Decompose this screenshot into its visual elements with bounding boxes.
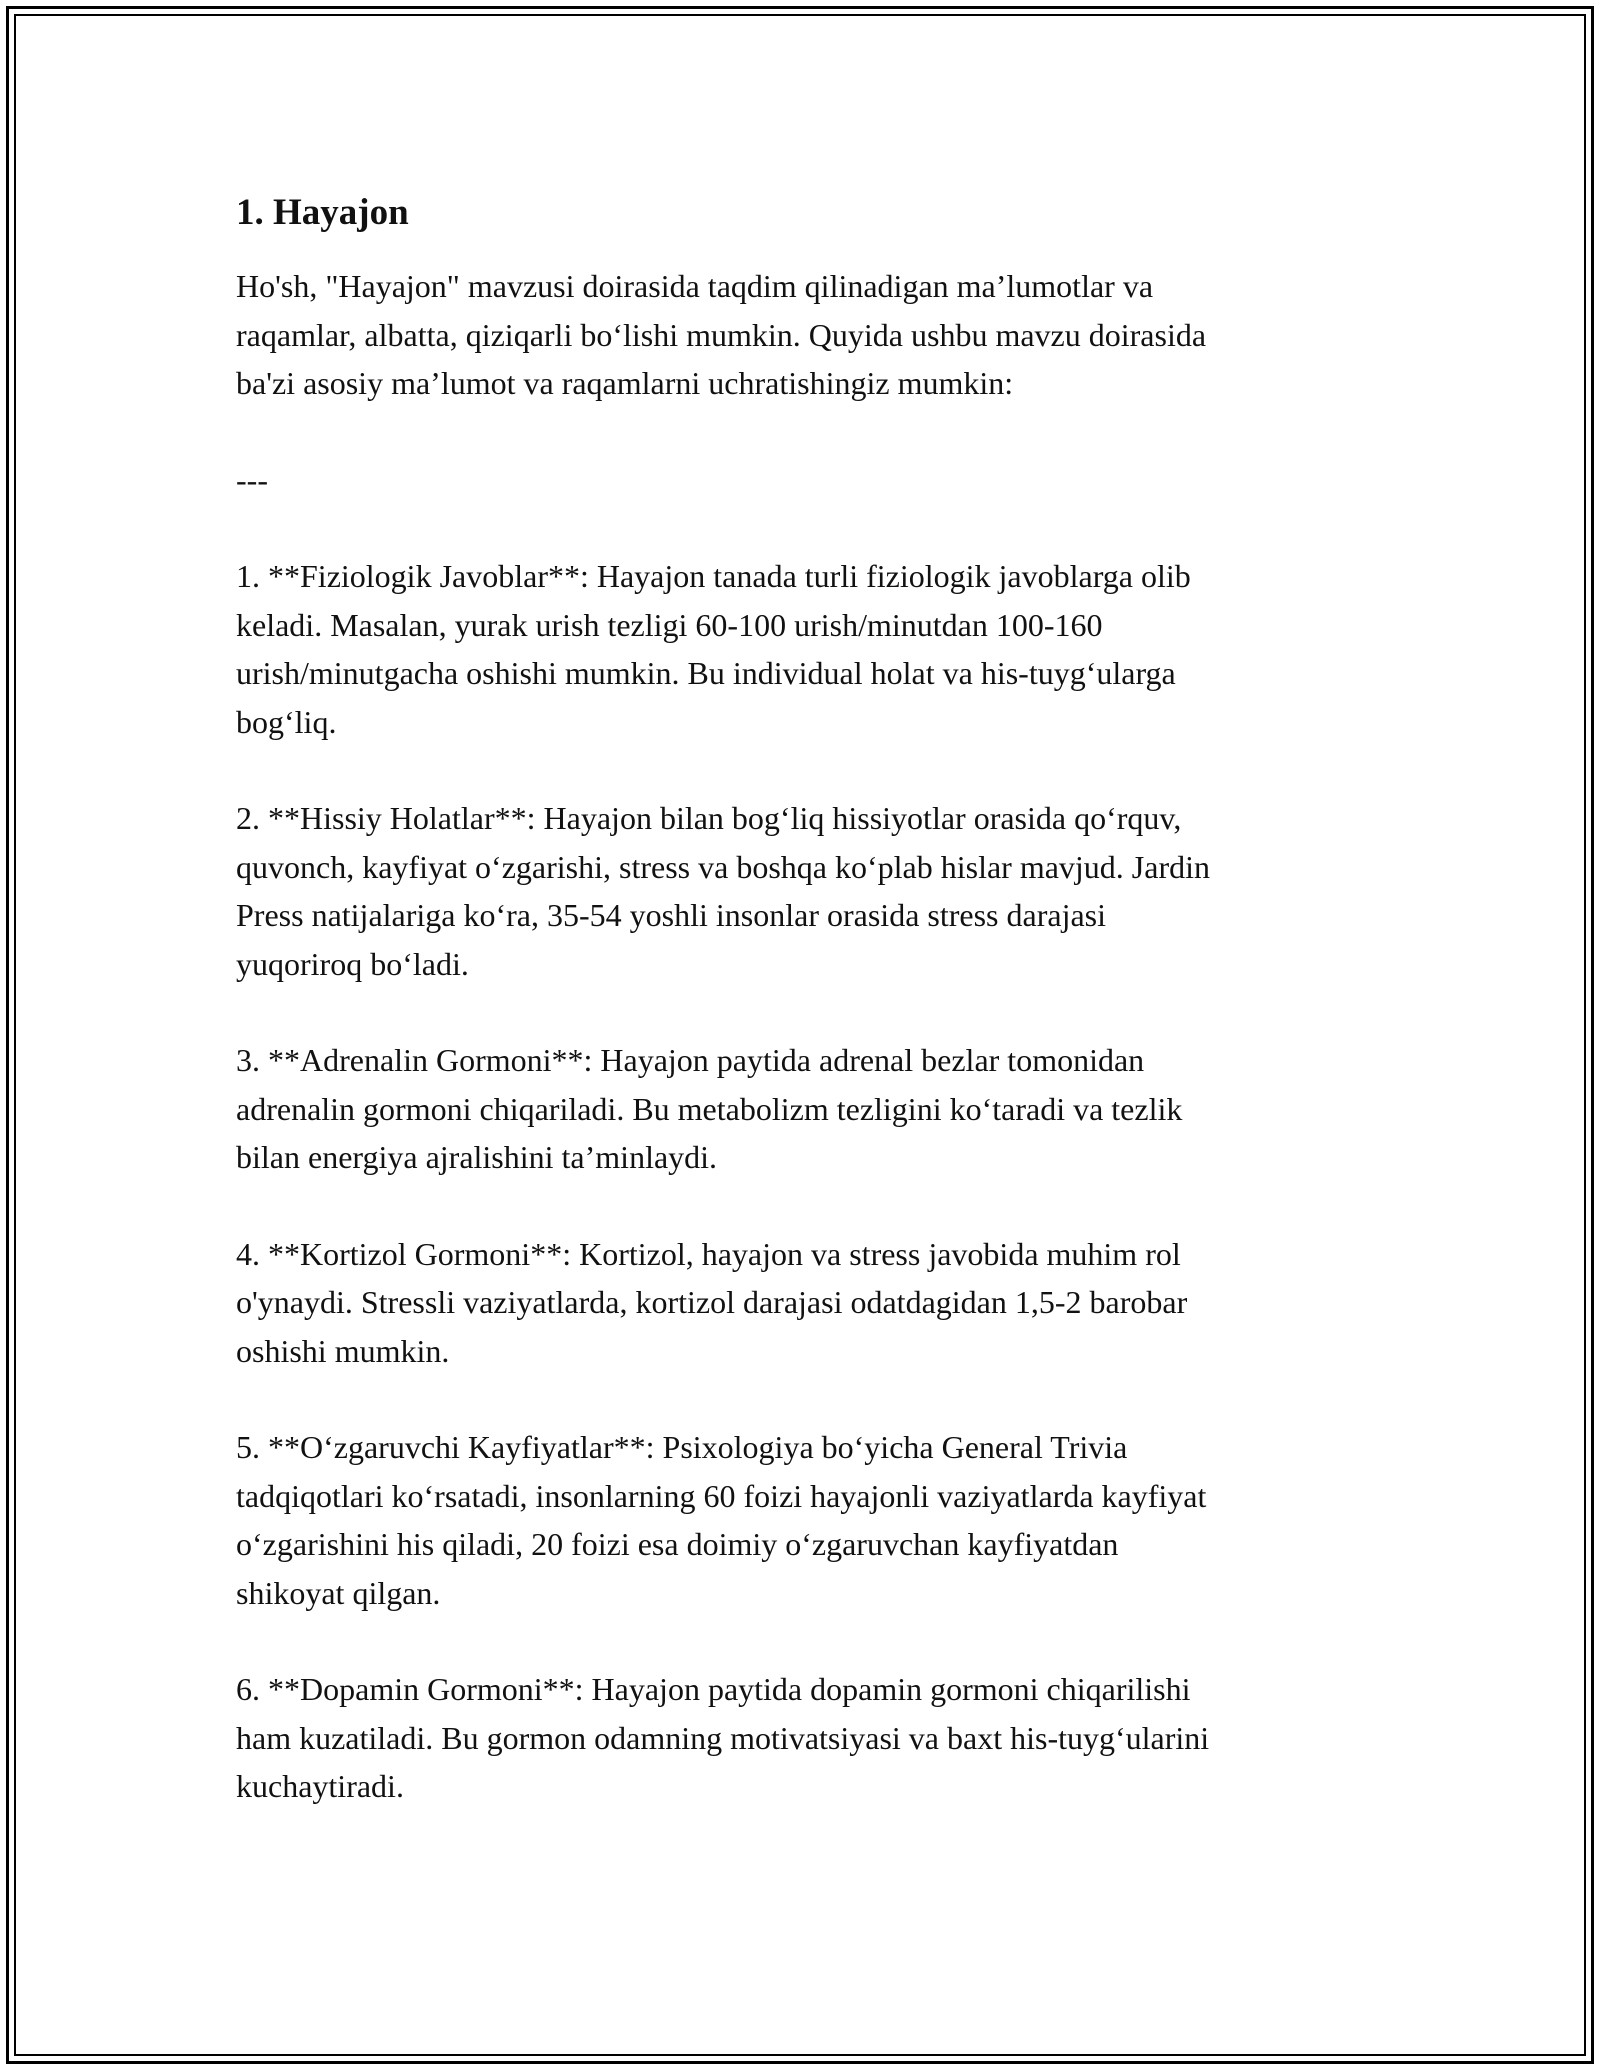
document-body [236, 188, 1366, 1859]
list-item-hissiy-holatlar: 2. **Hissiy Holatlar**: Hayajon bilan bog‘liq hissiyotlar orasida qo‘rquv, quvonch, kayfiyat o‘zgarishi, stress va boshqa ko‘plab hislar mavjud. Jardin Press natijalariga ko‘ra, 35-54 yoshli insonlar orasida stress darajasi yuqoriroq bo‘ladi. [236, 800, 1210, 982]
intro-paragraph: Ho'sh, "Hayajon" mavzusi doirasida taqdim qilinadigan ma’lumotlar va raqamlar, albatta, qiziqarli bo‘lishi mumkin. Quyida ushbu mavzu doirasida ba'zi asosiy ma’lumot va raqamlarni uchratishingiz mumkin: [236, 268, 1207, 401]
list-item-adrenalin-gormoni: 3. **Adrenalin Gormoni**: Hayajon paytida adrenal bezlar tomonidan adrenalin gormoni chiqariladi. Bu metabolizm tezligini ko‘taradi va tezlik bilan energiya ajralishini ta’minlaydi. [236, 1042, 1183, 1175]
list-item-dopamin-gormoni: 6. **Dopamin Gormoni**: Hayajon paytida dopamin gormoni chiqarilishi ham kuzatiladi. Bu gormon odamning motivatsiyasi va baxt his-tuyg‘ularini kuchaytiradi. [236, 1671, 1210, 1804]
list-item-fiziologik-javoblar: 1. **Fiziologik Javoblar**: Hayajon tanada turli fiziologik javoblarga olib keladi. Masalan, yurak urish tezligi 60-100 urish/minutdan 100-160 urish/minutgacha oshishi mumkin. Bu individual holat va his-tuyg‘ularga bog‘liq. [236, 558, 1191, 740]
separator-line: --- [236, 461, 268, 498]
list-item-kortizol-gormoni: 4. **Kortizol Gormoni**: Kortizol, hayajon va stress javobida muhim rol o'ynaydi. Stressli vaziyatlarda, kortizol darajasi odatdagidan 1,5-2 barobar oshishi mumkin. [236, 1235, 1188, 1369]
list-item-ozgaruvchi-kayfiyatlar: 5. **O‘zgaruvchi Kayfiyatlar**: Psixologiya bo‘yicha General Trivia tadqiqotlari ko‘rsatadi, insonlarning 60 foizi hayajonli vaziyatlarda kayfiyat o‘zgarishini his qiladi, 20 foizi esa doimiy o‘zgaruvchan kayfiyatdan shikoyat qilgan. [236, 1429, 1207, 1611]
document-title: 1. Hayajon [236, 192, 409, 233]
